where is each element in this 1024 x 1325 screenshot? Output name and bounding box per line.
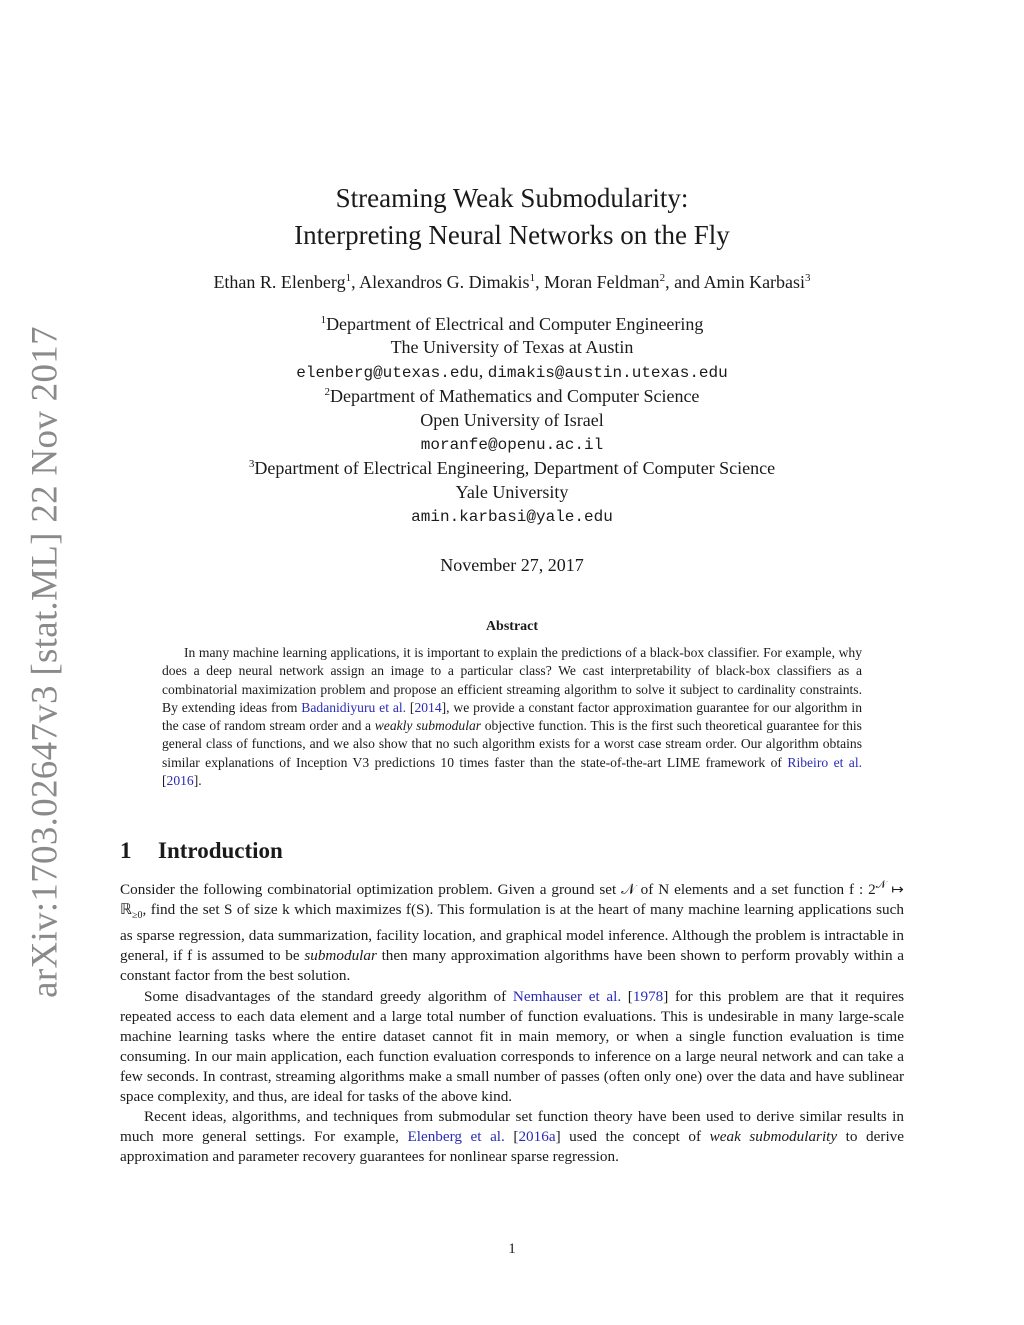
- page-number: 1: [508, 1241, 516, 1257]
- section-title: Introduction: [158, 838, 283, 863]
- paragraph: Some disadvantages of the standard greedy algorithm of Nemhauser et al. [1978] for this problem are that it requires repeated access to each data element and a large total number of function evaluations. This is undesirable in many large-scale machine learning tasks where the entire dataset cannot fit in main memory, or when a single function evaluation is time consuming. In our main application, each function evaluation corresponds to inference on a large neural network and can take a few seconds. In contrast, streaming algorithms make a small number of passes (often only one) over the data and have sublinear space complexity, and thus, are ideal for tasks of the above kind.: [120, 987, 904, 1105]
- affiliations: [0, 313, 1024, 530]
- abstract-heading: Abstract: [485, 619, 539, 634]
- paragraph: Recent ideas, algorithms, and techniques from submodular set function theory have been used to derive similar results in much more general settings. For example, Elenberg et al. [2016a] used the concept of weak submodularity to derive approximation and parameter recovery guarantees for nonlinear sparse regression.: [120, 1108, 904, 1166]
- email[interactable]: dimakis@austin.utexas.edu: [487, 363, 728, 382]
- author-affil-mark: 3: [805, 272, 811, 284]
- title-line-2: Interpreting Neural Networks on the Fly: [294, 220, 730, 250]
- citation-year-link[interactable]: 1978: [632, 987, 664, 1005]
- citation-link[interactable]: Ribeiro et al.: [787, 754, 863, 770]
- citation-year-link[interactable]: 2016a: [518, 1128, 556, 1146]
- author-name: Moran Feldman: [544, 272, 660, 292]
- affiliation-emails: [0, 432, 1024, 457]
- email[interactable]: elenberg@utexas.edu: [296, 363, 479, 382]
- affiliation-emails: elenberg@utexas.edu, dimakis@austin.utexas.edu: [296, 360, 728, 382]
- citation-year-link[interactable]: 2016: [166, 773, 194, 789]
- paragraph: Consider the following combinatorial optimization problem. Given a ground set 𝒩 of N elements and a set function f : $2^𝒩$ ↦ ℝ$_{\ge 0}$, find the set S of size k which maximizes f(S). This formulation is at the heart of many machine learning applications such as sparse regression, data summarization, facility location, and graphical model inference. Although the problem is intractable in general, if f is assumed to be submodular then many approximation algorithms have been shown to perform provably within a constant factor from the best solution.: [120, 878, 904, 985]
- paper-title: [0, 180, 1024, 254]
- affiliation-dept: $^2$Department of Mathematics and Computer Science: [324, 386, 700, 407]
- affiliation-institution: Open University of Israel: [420, 409, 604, 430]
- email[interactable]: amin.karbasi@yale.edu: [411, 508, 613, 527]
- author-name: Ethan R. Elenberg: [213, 272, 346, 292]
- introduction-body: [120, 880, 904, 1167]
- publication-date: November 27, 2017: [440, 555, 584, 575]
- author-affil-mark: 1: [345, 272, 352, 284]
- citation-year-link[interactable]: 2014: [414, 699, 442, 715]
- email[interactable]: moranfe@openu.ac.il: [420, 436, 604, 455]
- author-affil-mark: 1: [529, 272, 536, 284]
- arxiv-identifier: arXiv:1703.02647v3 [stat.ML] 22 Nov 2017: [24, 326, 66, 998]
- affiliation-institution: The University of Texas at Austin: [390, 337, 634, 358]
- citation-link[interactable]: Badanidiyuru et al.: [301, 699, 407, 715]
- citation-link[interactable]: Elenberg et al.: [407, 1128, 505, 1146]
- abstract-text: In many machine learning applications, it is important to explain the predictions of a black-box classifier. For example, why does a deep neural network assign an image to a particular class? We cast interpretability of black-box classifiers as a combinatorial maximization problem and propose an efficient streaming algorithm to solve it subject to cardinality constraints. By extending ideas from Badanidiyuru et al. [2014], we provide a constant factor approximation guarantee for our algorithm in the case of random stream order and a weakly submodular objective function. This is the first such theoretical guarantee for this general class of functions, and we also show that no such algorithm exists for a worst case stream order. Our algorithm obtains similar explanations of Inception V3 predictions 10 times faster than the state-of-the-art LIME framework of Ribeiro et al. [2016].: [162, 645, 863, 789]
- author-name: Alexandros G. Dimakis: [359, 272, 530, 292]
- author-list: Ethan R. Elenberg$^1$, Alexandros G. Dimakis$^1$, Moran Feldman$^2$, and Amin Karbasi$^3$: [213, 272, 811, 292]
- title-line-1: Streaming Weak Submodularity:: [335, 183, 689, 213]
- affiliation-dept: $^3$Department of Electrical Engineering, Department of Computer Science: [248, 458, 776, 479]
- affiliation-dept: $^1$Department of Electrical and Computer Engineering: [320, 314, 704, 334]
- affiliation-emails: [0, 504, 1024, 529]
- citation-link[interactable]: Nemhauser et al.: [512, 987, 622, 1005]
- section-number: 1: [120, 838, 132, 863]
- affiliation-institution: Yale University: [455, 481, 569, 502]
- section-heading: [120, 838, 283, 864]
- author-name: Amin Karbasi: [703, 272, 806, 292]
- author-affil-mark: 2: [659, 272, 666, 284]
